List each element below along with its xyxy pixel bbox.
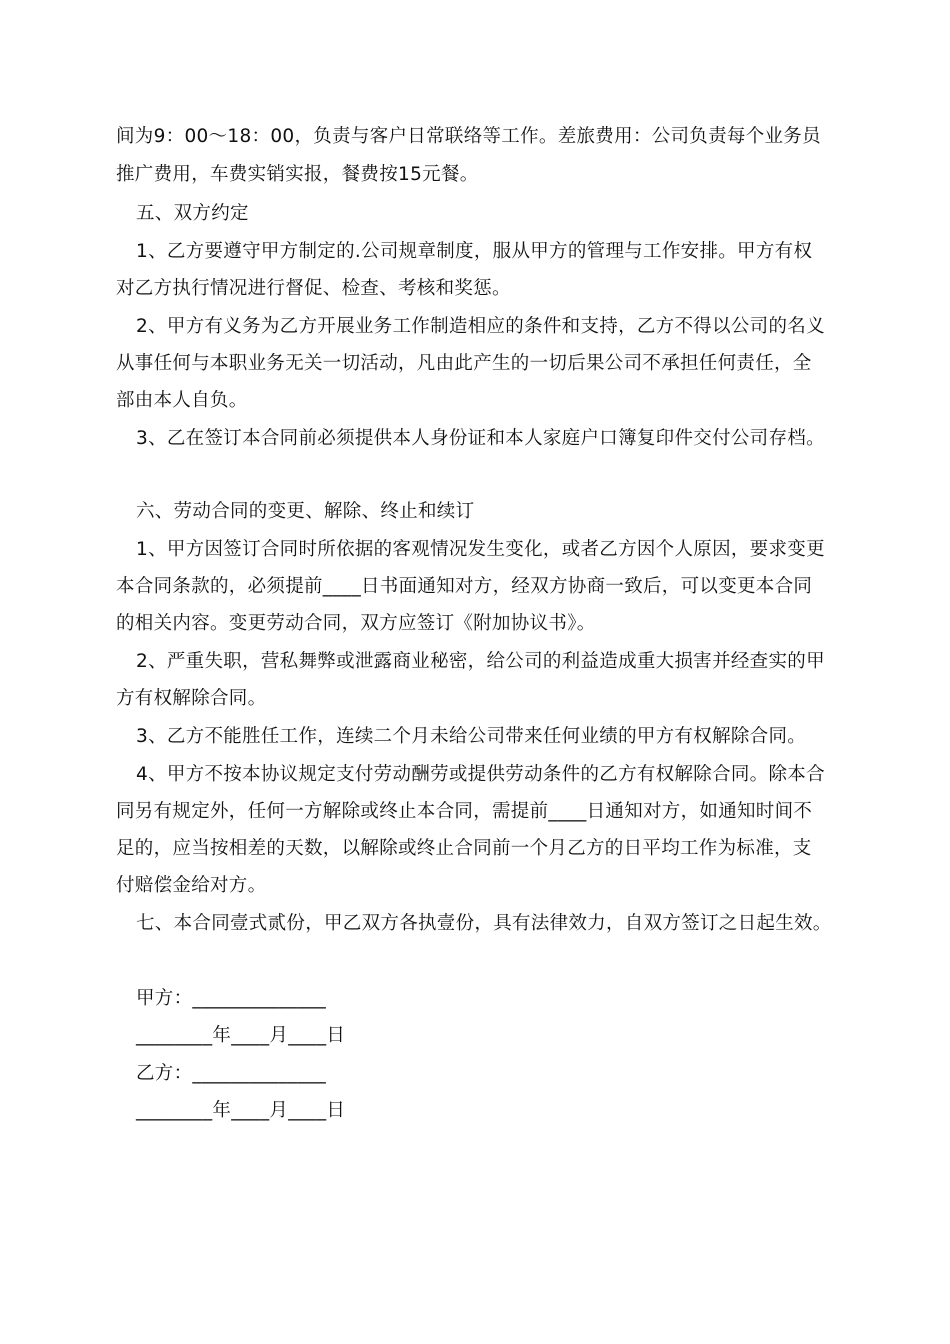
paragraph-line: 1、乙方要遵守甲方制定的.公司规章制度，服从甲方的管理与工作安排。甲方有权 [136,241,813,262]
party-b-date-line: ________年____月____日 [136,1100,346,1121]
paragraph-line: 从事任何与本职业务无关一切活动，凡由此产生的一切后果公司不承担任何责任，全 [116,353,812,374]
section-heading: 五、双方约定 [136,203,249,224]
party-a-signature-line: 甲方：______________ [136,988,327,1009]
party-a-date-line: ________年____月____日 [136,1025,346,1046]
party-b-signature-line: 乙方：______________ [136,1063,327,1084]
paragraph-line: 1、甲方因签订合同时所依据的客观情况发生变化，或者乙方因个人原因，要求变更 [136,539,825,560]
paragraph-line: 足的，应当按相差的天数，以解除或终止合同前一个月乙方的日平均工作为标准，支 [116,838,812,859]
paragraph-line: 本合同条款的，必须提前____日书面通知对方，经双方协商一致后，可以变更本合同 [116,576,813,597]
paragraph-line: 七、本合同壹式贰份，甲乙双方各执壹份，具有法律效力，自双方签订之日起生效。 [136,913,832,934]
paragraph-line: 3、乙在签订本合同前必须提供本人身份证和本人家庭户口簿复印件交付公司存档。 [136,428,825,449]
paragraph-line: 对乙方执行情况进行督促、检查、考核和奖惩。 [116,278,511,299]
paragraph-line: 3、乙方不能胜任工作，连续二个月未给公司带来任何业绩的甲方有权解除合同。 [136,726,807,747]
paragraph-line: 4、甲方不按本协议规定支付劳动酬劳或提供劳动条件的乙方有权解除合同。除本合 [136,764,825,785]
paragraph-line: 2、甲方有义务为乙方开展业务工作制造相应的条件和支持，乙方不得以公司的名义 [136,316,825,337]
paragraph-line: 部由本人自负。 [116,390,248,411]
section-heading: 六、劳动合同的变更、解除、终止和续订 [136,501,475,522]
paragraph-line: 付赔偿金给对方。 [116,875,267,896]
paragraph-line: 推广费用，车费实销实报，餐费按15元餐。 [116,164,479,185]
paragraph-line: 的相关内容。变更劳动合同，双方应签订《附加协议书》。 [116,613,596,634]
paragraph-line: 间为9：00～18：00，负责与客户日常联络等工作。差旅费用：公司负责每个业务员 [116,126,821,147]
paragraph-line: 2、严重失职，营私舞弊或泄露商业秘密，给公司的利益造成重大损害并经查实的甲 [136,651,825,672]
paragraph-line: 方有权解除合同。 [116,688,267,709]
paragraph-line: 同另有规定外，任何一方解除或终止本合同，需提前____日通知对方，如通知时间不 [116,801,813,822]
